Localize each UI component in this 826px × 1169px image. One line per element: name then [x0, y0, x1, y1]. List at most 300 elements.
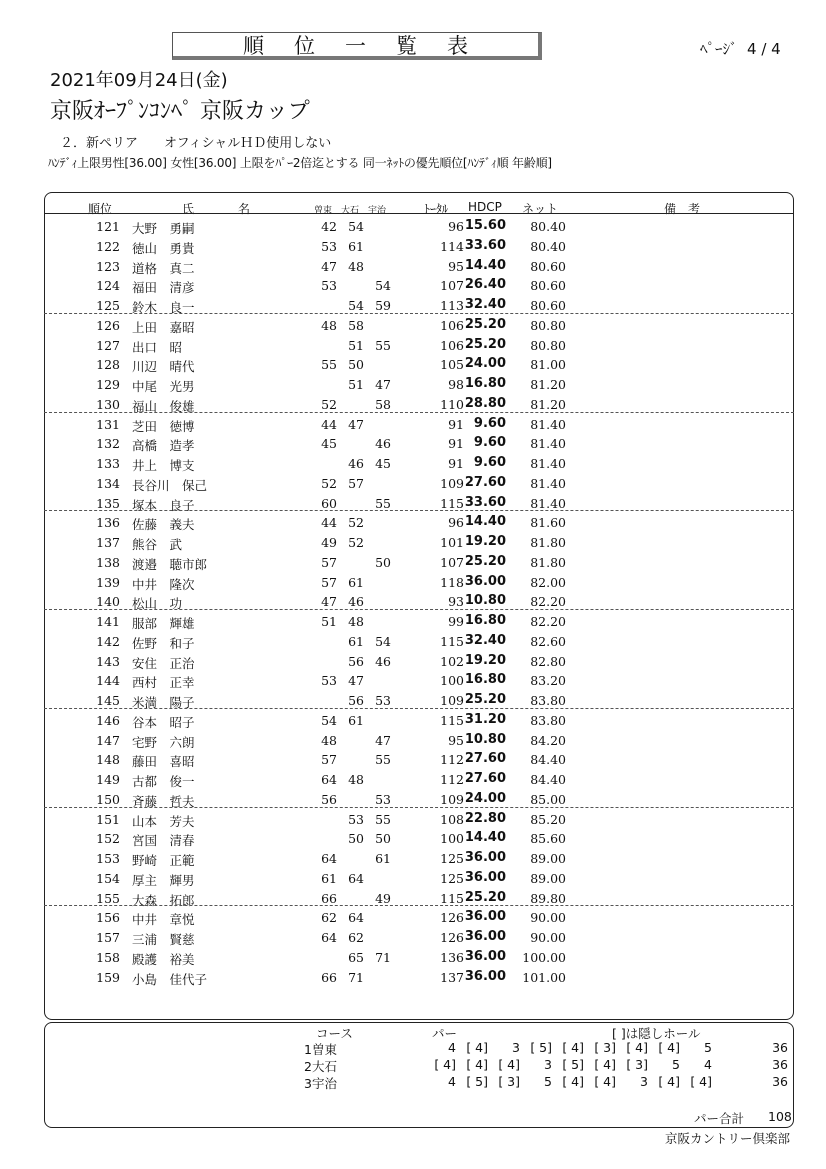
cell-s3: 46: [375, 436, 391, 452]
cell-net: 81.80: [530, 554, 566, 570]
table-row: [44, 453, 794, 473]
cell-s3: 49: [375, 890, 391, 906]
group-divider: [44, 313, 794, 314]
cell-hdcp: 36.00: [464, 909, 506, 925]
cell-net: 101.00: [522, 969, 566, 985]
col-course3: 宇治: [368, 206, 387, 216]
event-date: 2021年09月24日(金): [50, 70, 228, 91]
cell-hdcp: 14.40: [464, 514, 506, 530]
cell-total: 102: [440, 653, 464, 669]
table-row: [44, 335, 794, 355]
table-row: [44, 572, 794, 592]
page-title: 順位一覧表: [172, 32, 542, 60]
table-row: [44, 493, 794, 513]
cell-hdcp: 10.80: [464, 731, 506, 747]
cell-s2: 53: [348, 811, 364, 827]
cell-s2: 57: [348, 475, 364, 491]
table-row: [44, 611, 794, 631]
cell-total: 136: [440, 949, 464, 965]
cell-s1: 64: [321, 930, 337, 945]
cell-net: 80.40: [530, 238, 566, 254]
cell-s2: 58: [348, 317, 364, 333]
cell-hdcp: 27.60: [464, 771, 506, 786]
cell-hdcp: 36.00: [464, 869, 506, 885]
col-name-given: 名: [238, 202, 251, 216]
cell-s3: 55: [375, 337, 391, 353]
col-name-family: 氏: [182, 202, 195, 216]
cell-s3: 45: [375, 456, 391, 471]
cell-rank: 153: [96, 851, 120, 866]
cell-s1: 64: [321, 851, 337, 866]
group-divider: [44, 905, 794, 906]
cell-net: 84.40: [530, 752, 566, 768]
cell-name: 井上 博支: [132, 458, 195, 473]
hole-par: [ 4]: [562, 1074, 584, 1089]
cell-name: 大森 拓郎: [132, 892, 195, 908]
cell-name: 中井 隆次: [132, 576, 195, 592]
table-row: [44, 730, 794, 750]
cell-s2: 52: [348, 515, 364, 531]
cell-name: 西村 正幸: [132, 675, 195, 691]
table-row: [44, 670, 794, 690]
cell-name: 服部 輝雄: [132, 616, 195, 631]
cell-name: 古都 俊一: [132, 774, 195, 789]
cell-s2: 48: [348, 258, 364, 274]
hole-par: [ 4]: [626, 1040, 648, 1055]
table-row: [44, 907, 794, 927]
cell-total: 100: [440, 673, 464, 689]
table-row: [44, 651, 794, 671]
cell-name: 藤田 喜昭: [132, 754, 195, 770]
cell-s3: 55: [375, 811, 391, 827]
cell-name: 安住 正治: [132, 655, 195, 671]
hole-par: 3: [512, 1040, 520, 1055]
cell-hdcp: 24.00: [464, 790, 506, 806]
cell-rank: 126: [96, 317, 120, 333]
cell-name: 高橋 造孝: [132, 438, 195, 454]
cell-s3: 53: [375, 791, 391, 807]
table-row: [44, 394, 794, 414]
table-row: [44, 769, 794, 789]
cell-total: 126: [440, 910, 464, 926]
cell-s2: 61: [348, 712, 364, 728]
cell-s2: 64: [348, 910, 364, 926]
table-row: [44, 236, 794, 256]
cell-s1: 48: [321, 732, 337, 748]
cell-net: 82.80: [530, 653, 566, 669]
cell-rank: 137: [96, 535, 120, 550]
cell-net: 82.60: [530, 633, 566, 649]
col-remarks: 備 考: [664, 202, 701, 216]
cell-total: 126: [440, 930, 464, 945]
cell-name: 鈴木 良一: [132, 300, 195, 315]
cell-hdcp: 31.20: [464, 711, 506, 727]
cell-name: 松山 功: [132, 596, 183, 612]
cell-hdcp: 32.40: [464, 297, 506, 312]
cell-total: 137: [440, 969, 464, 985]
cell-hdcp: 25.20: [464, 889, 506, 905]
cell-s2: 61: [348, 238, 364, 254]
cell-net: 80.60: [530, 278, 566, 294]
cell-s2: 71: [348, 969, 364, 985]
cell-total: 95: [448, 732, 464, 748]
cell-s3: 55: [375, 495, 391, 511]
cell-name: 佐野 和子: [132, 635, 195, 651]
cell-s2: 48: [348, 614, 364, 629]
cell-name: 殿護 裕美: [132, 951, 195, 967]
cell-s1: 57: [321, 574, 337, 590]
cell-hdcp: 25.20: [464, 553, 506, 569]
table-row: [44, 749, 794, 769]
cell-total: 101: [440, 535, 464, 550]
cell-s1: 44: [321, 515, 337, 531]
hole-par: [ 4]: [562, 1040, 584, 1055]
table-row: [44, 473, 794, 493]
cell-hdcp: 22.80: [464, 810, 506, 826]
hole-par: [ 4]: [594, 1074, 616, 1089]
hole-par: [ 5]: [530, 1040, 552, 1055]
cell-rank: 124: [96, 278, 120, 294]
hole-par: 5: [544, 1074, 552, 1089]
cell-s3: 53: [375, 693, 391, 708]
cell-total: 114: [440, 238, 464, 254]
cell-hdcp: 36.00: [464, 850, 506, 865]
hole-par: [ 4]: [466, 1057, 488, 1072]
cell-net: 89.00: [530, 870, 566, 886]
cell-name: 徳山 勇貴: [132, 240, 195, 256]
club-name: 京阪カントリー倶楽部: [664, 1131, 790, 1146]
cell-net: 81.20: [530, 377, 566, 392]
cell-hdcp: 28.80: [464, 395, 506, 411]
cell-name: 芝田 徳博: [132, 418, 195, 434]
cell-net: 80.80: [530, 317, 566, 333]
cell-hdcp: 27.60: [464, 751, 506, 767]
cell-net: 81.40: [530, 475, 566, 491]
handicap-rule: ﾊﾝﾃﾞｨ上限男性[36.00] 女性[36.00] 上限をﾊﾟｰ2倍迄とする 同一ﾈｯﾄの優先順位[ﾊﾝﾃﾞｨ順 年齢順]: [48, 156, 552, 170]
cell-rank: 156: [96, 910, 120, 926]
col-net: ネット: [522, 202, 559, 216]
cell-s1: 52: [321, 475, 337, 491]
cell-total: 91: [448, 436, 464, 452]
cell-net: 83.20: [530, 673, 566, 689]
cell-name: 出口 昭: [132, 339, 183, 355]
hole-par: 4: [448, 1040, 456, 1055]
hole-par: [ 4]: [658, 1074, 680, 1089]
cell-hdcp: 15.60: [464, 218, 506, 233]
cell-hdcp: 36.00: [464, 929, 506, 944]
table-row: [44, 532, 794, 552]
course-par-total: 36: [772, 1074, 788, 1089]
group-divider: [44, 807, 794, 808]
cell-s3: 71: [375, 949, 391, 965]
cell-rank: 123: [96, 258, 120, 274]
cell-net: 89.80: [530, 890, 566, 906]
cell-total: 115: [440, 495, 464, 511]
col-rank: 順位: [88, 202, 113, 216]
par-total-label: パー合計: [694, 1111, 745, 1126]
col-course1: 曽束: [314, 206, 333, 216]
cell-s2: 50: [348, 831, 364, 847]
table-row: [44, 374, 794, 394]
course-par-total: 36: [772, 1040, 788, 1055]
cell-total: 91: [448, 456, 464, 471]
cell-hdcp: 25.20: [464, 336, 506, 352]
group-divider: [44, 708, 794, 709]
cell-rank: 121: [96, 219, 120, 234]
course-name: 2大石: [304, 1059, 337, 1074]
cell-hdcp: 9.60: [473, 435, 506, 451]
course-name: 1曽東: [304, 1042, 337, 1057]
cell-s2: 47: [348, 673, 364, 689]
table-row: [44, 315, 794, 335]
cell-total: 99: [448, 614, 464, 629]
header-divider: [44, 213, 794, 214]
cell-net: 81.40: [530, 436, 566, 452]
cell-name: 上田 嘉昭: [132, 319, 195, 335]
cell-name: 厚主 輝男: [132, 872, 195, 888]
cell-s2: 46: [348, 594, 364, 610]
hole-par: 5: [704, 1040, 712, 1055]
cell-s1: 61: [321, 870, 337, 886]
col-hdcp: HDCP: [468, 200, 502, 214]
hole-par: [ 4]: [594, 1057, 616, 1072]
table-row: [44, 591, 794, 611]
cell-s2: 50: [348, 357, 364, 373]
table-row: [44, 809, 794, 829]
cell-rank: 130: [96, 396, 120, 412]
cell-name: 宅野 六朗: [132, 734, 195, 750]
cell-hdcp: 36.00: [464, 948, 506, 964]
cell-name: 長谷川 保己: [132, 477, 208, 493]
cell-name: 米満 陽子: [132, 695, 195, 710]
cell-s1: 55: [321, 357, 337, 373]
cell-s1: 45: [321, 436, 337, 452]
cell-name: 小島 佳代子: [132, 971, 208, 987]
cell-rank: 152: [96, 831, 120, 847]
table-row: [44, 848, 794, 868]
group-divider: [44, 510, 794, 511]
group-divider: [44, 412, 794, 413]
table-row: [44, 947, 794, 967]
hole-par: [ 4]: [466, 1040, 488, 1055]
cell-net: 83.80: [530, 693, 566, 708]
cell-s3: 47: [375, 732, 391, 748]
table-row: [44, 828, 794, 848]
cell-rank: 151: [96, 811, 120, 827]
cell-s2: 47: [348, 416, 364, 432]
cell-hdcp: 16.80: [464, 376, 506, 391]
hole-par: [ 3]: [594, 1040, 616, 1055]
cell-rank: 145: [96, 693, 120, 708]
cell-rank: 138: [96, 554, 120, 570]
cell-s2: 65: [348, 949, 364, 965]
cell-s2: 51: [348, 377, 364, 392]
cell-net: 90.00: [530, 930, 566, 945]
cell-s1: 53: [321, 238, 337, 254]
cell-rank: 143: [96, 653, 120, 669]
cell-hdcp: 26.40: [464, 277, 506, 293]
cell-net: 83.80: [530, 712, 566, 728]
cell-rank: 131: [96, 416, 120, 432]
cell-name: 大野 勇嗣: [132, 221, 195, 236]
course-label: コース: [316, 1026, 353, 1041]
cell-s1: 48: [321, 317, 337, 333]
cell-s1: 62: [321, 910, 337, 926]
cell-net: 81.00: [530, 357, 566, 373]
cell-rank: 148: [96, 752, 120, 768]
cell-hdcp: 24.00: [464, 356, 506, 372]
cell-rank: 150: [96, 791, 120, 807]
cell-total: 118: [440, 574, 464, 590]
table-row: [44, 710, 794, 730]
scoring-rule: ２．新ペリア オフィシャルＨＤ使用しない: [60, 136, 332, 151]
cell-rank: 128: [96, 357, 120, 373]
cell-s2: 46: [348, 456, 364, 471]
cell-rank: 136: [96, 515, 120, 531]
hole-par: 4: [448, 1074, 456, 1089]
cell-rank: 157: [96, 930, 120, 945]
cell-s3: 50: [375, 554, 391, 570]
cell-total: 109: [440, 791, 464, 807]
hole-par: [ 5]: [466, 1074, 488, 1089]
cell-s1: 53: [321, 278, 337, 294]
cell-s2: 52: [348, 535, 364, 550]
cell-total: 110: [440, 396, 464, 412]
cell-s3: 61: [375, 851, 391, 866]
group-divider: [44, 609, 794, 610]
cell-rank: 154: [96, 870, 120, 886]
cell-s1: 42: [321, 219, 337, 234]
cell-net: 100.00: [522, 949, 566, 965]
cell-hdcp: 36.00: [464, 968, 506, 984]
cell-s3: 54: [375, 633, 391, 649]
table-row: [44, 927, 794, 947]
table-row: [44, 888, 794, 908]
cell-net: 82.20: [530, 594, 566, 610]
cell-s2: 54: [348, 219, 364, 234]
cell-rank: 142: [96, 633, 120, 649]
table-row: [44, 690, 794, 710]
hole-par: [ 3]: [498, 1074, 520, 1089]
cell-total: 115: [440, 890, 464, 906]
cell-net: 89.00: [530, 851, 566, 866]
cell-hdcp: 9.60: [473, 415, 506, 431]
table-row: [44, 433, 794, 453]
cell-total: 112: [440, 752, 464, 768]
cell-net: 81.80: [530, 535, 566, 550]
cell-name: 谷本 昭子: [132, 714, 195, 730]
cell-rank: 149: [96, 772, 120, 787]
par-label: パー: [432, 1026, 458, 1041]
cell-rank: 133: [96, 456, 120, 471]
cell-rank: 141: [96, 614, 120, 629]
cell-s1: 44: [321, 416, 337, 432]
cell-name: 熊谷 武: [132, 537, 183, 552]
hole-par: 3: [640, 1074, 648, 1089]
cell-total: 106: [440, 337, 464, 353]
cell-name: 佐藤 義夫: [132, 517, 195, 533]
table-row: [44, 256, 794, 276]
course-name: 3宇治: [304, 1076, 337, 1091]
cell-rank: 144: [96, 673, 120, 689]
par-total-value: 108: [768, 1109, 792, 1124]
cell-name: 川辺 晴代: [132, 359, 195, 375]
cell-hdcp: 32.40: [464, 632, 506, 648]
cell-total: 96: [448, 515, 464, 531]
cell-rank: 146: [96, 712, 120, 728]
cell-total: 125: [440, 851, 464, 866]
cell-net: 81.40: [530, 495, 566, 511]
cell-total: 96: [448, 219, 464, 234]
course-par-total: 36: [772, 1057, 788, 1072]
cell-total: 98: [448, 377, 464, 392]
table-row: [44, 868, 794, 888]
col-course2: 大石: [341, 206, 360, 216]
cell-s2: 48: [348, 772, 364, 787]
cell-s3: 58: [375, 396, 391, 412]
cell-s1: 47: [321, 258, 337, 274]
cell-s1: 57: [321, 554, 337, 570]
cell-s2: 61: [348, 574, 364, 590]
cell-s2: 51: [348, 337, 364, 353]
cell-s1: 53: [321, 673, 337, 689]
table-row: [44, 275, 794, 295]
cell-hdcp: 19.20: [464, 652, 506, 668]
cell-total: 100: [440, 831, 464, 847]
cell-net: 81.40: [530, 456, 566, 471]
cell-net: 84.20: [530, 732, 566, 748]
cell-name: 中井 章悦: [132, 912, 195, 928]
cell-s1: 60: [321, 495, 337, 511]
hole-par: [ 4]: [434, 1057, 456, 1072]
hole-par: [ 4]: [658, 1040, 680, 1055]
hole-par: [ 3]: [626, 1057, 648, 1072]
cell-net: 80.60: [530, 258, 566, 274]
cell-s2: 64: [348, 870, 364, 886]
cell-rank: 135: [96, 495, 120, 511]
cell-s1: 66: [321, 890, 337, 906]
cell-name: 塚本 良子: [132, 497, 195, 513]
cell-net: 85.20: [530, 811, 566, 827]
cell-rank: 134: [96, 475, 120, 491]
cell-rank: 122: [96, 238, 120, 254]
table-row: [44, 789, 794, 809]
cell-s3: 46: [375, 653, 391, 669]
cell-name: 中尾 光男: [132, 379, 195, 394]
cell-name: 三浦 賢慈: [132, 932, 195, 947]
cell-rank: 159: [96, 969, 120, 985]
cell-s1: 66: [321, 969, 337, 985]
col-total: ﾄｰﾀﾙ: [424, 202, 449, 216]
cell-s2: 54: [348, 298, 364, 313]
cell-hdcp: 9.60: [473, 455, 506, 470]
cell-net: 85.60: [530, 831, 566, 847]
cell-name: 渡邉 聴市郎: [132, 556, 208, 572]
cell-rank: 125: [96, 298, 120, 313]
cell-name: 宮国 清春: [132, 833, 195, 849]
cell-s1: 49: [321, 535, 337, 550]
cell-net: 85.00: [530, 791, 566, 807]
cell-hdcp: 19.20: [464, 534, 506, 549]
cell-total: 113: [440, 298, 464, 313]
page-number: ﾍﾟｰｼﾞ 4 / 4: [700, 40, 781, 58]
cell-total: 107: [440, 278, 464, 294]
cell-total: 95: [448, 258, 464, 274]
cell-rank: 132: [96, 436, 120, 452]
cell-rank: 158: [96, 949, 120, 965]
cell-net: 80.60: [530, 298, 566, 313]
cell-net: 82.20: [530, 614, 566, 629]
